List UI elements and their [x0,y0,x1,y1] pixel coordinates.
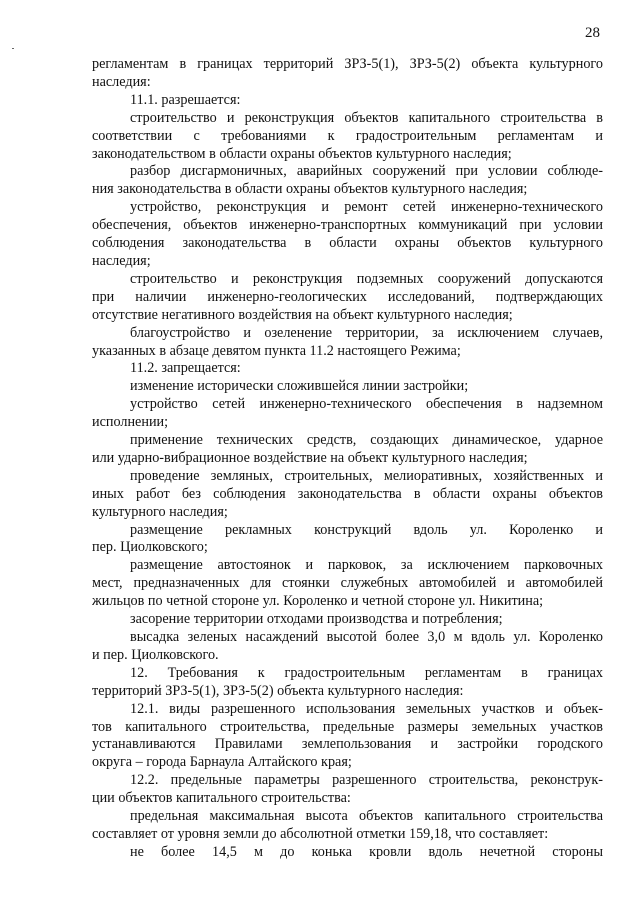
text-line: применение технических средств, создающих динамическое, ударное [130,432,603,449]
text-line: регламентам в границах территорий ЗРЗ-5(1), ЗРЗ-5(2) объекта культурного [92,56,603,72]
text-line: изменение исторически сложившейся линии застройки; [130,378,469,395]
text-line: жильцов по четной стороне ул. Короленко и четной стороне ул. Никитина; [92,593,544,610]
text-line: разбор дисгармоничных, аварийных сооружений при условии соблюде- [130,163,603,180]
text-line: и пер. Циолковского. [92,646,219,663]
text-line: ции объектов капитального строительства: [92,790,351,807]
text-line: указанных в абзаце девятом пункта 11.2 настоящего Режима; [92,342,461,359]
text-line: соблюдения законодательства в области охраны объектов культурного [92,235,603,252]
text-line: предельная максимальная высота объектов капитального строительства [130,808,603,825]
text-line: не более 14,5 м до конька кровли вдоль нечетной стороны [130,843,603,860]
text-line: благоустройство и озеленение территории, за исключением случаев, [130,324,603,341]
text-line: культурного наследия; [92,503,228,520]
text-line: округа – города Барнаула Алтайского края; [92,754,352,771]
text-line: 11.1. разрешается: [130,91,241,108]
text-line: строительство и реконструкция объектов капитального строительства в [130,109,603,126]
page-number: 28 [585,25,600,41]
text-line: устройство сетей инженерно-технического обеспечения в надземном [130,396,603,413]
text-line: или ударно-вибрационное воздействие на объект культурного наследия; [92,449,528,466]
text-line: 12.1. виды разрешенного использования земельных участков и объек- [130,700,603,717]
text-line: мест, предназначенных для стоянки служебных автомобилей и автомобилей [92,575,603,592]
text-line: устанавливаются Правилами землепользования и застройки городского [92,736,603,753]
text-line: 12.2. предельные параметры разрешенного строительства, реконструк- [130,772,603,789]
text-line: законодательством в области охраны объектов культурного наследия; [92,145,512,162]
text-line: проведение земляных, строительных, мелиоративных, хозяйственных и [130,467,603,484]
text-line: при наличии инженерно-геологических исследований, подтверждающих [92,288,603,305]
text-line: размещение рекламных конструкций вдоль ул. Короленко и [130,521,603,538]
text-line: соответствии с требованиями к градостроительным регламентам и [92,127,603,144]
scan-mark [12,48,14,49]
text-line: 12. Требования к градостроительным регламентам в границах [130,664,603,681]
text-line: исполнении; [92,414,169,431]
text-line: засорение территории отходами производства и потребления; [130,611,503,628]
text-line: 11.2. запрещается: [130,360,241,377]
text-line: составляет от уровня земли до абсолютной отметки 159,18, что составляет: [92,825,549,842]
text-line: наследия: [92,73,151,90]
text-line: высадка зеленых насаждений высотой более 3,0 м вдоль ул. Короленко [130,629,603,645]
text-line: отсутствие негативного воздействия на объект культурного наследия; [92,306,513,323]
text-line: размещение автостоянок и парковок, за исключением парковочных [130,557,603,574]
body-text [92,56,603,862]
text-line: наследия; [92,252,151,269]
text-line: ния законодательства в области охраны объектов культурного наследия; [92,181,528,198]
text-line: пер. Циолковского; [92,539,208,556]
text-line: иных работ без соблюдения законодательства в области охраны объектов [92,485,603,502]
text-line: строительство и реконструкция подземных сооружений допускаются [130,270,603,287]
text-line: устройство, реконструкция и ремонт сетей инженерно-технического [130,199,603,216]
text-line: тов капитального строительства, предельные размеры земельных участков [92,718,603,735]
text-line: обеспечения, объектов инженерно-транспортных коммуникаций при условии [92,217,603,234]
text-line: территорий ЗРЗ-5(1), ЗРЗ-5(2) объекта культурного наследия: [92,682,464,699]
